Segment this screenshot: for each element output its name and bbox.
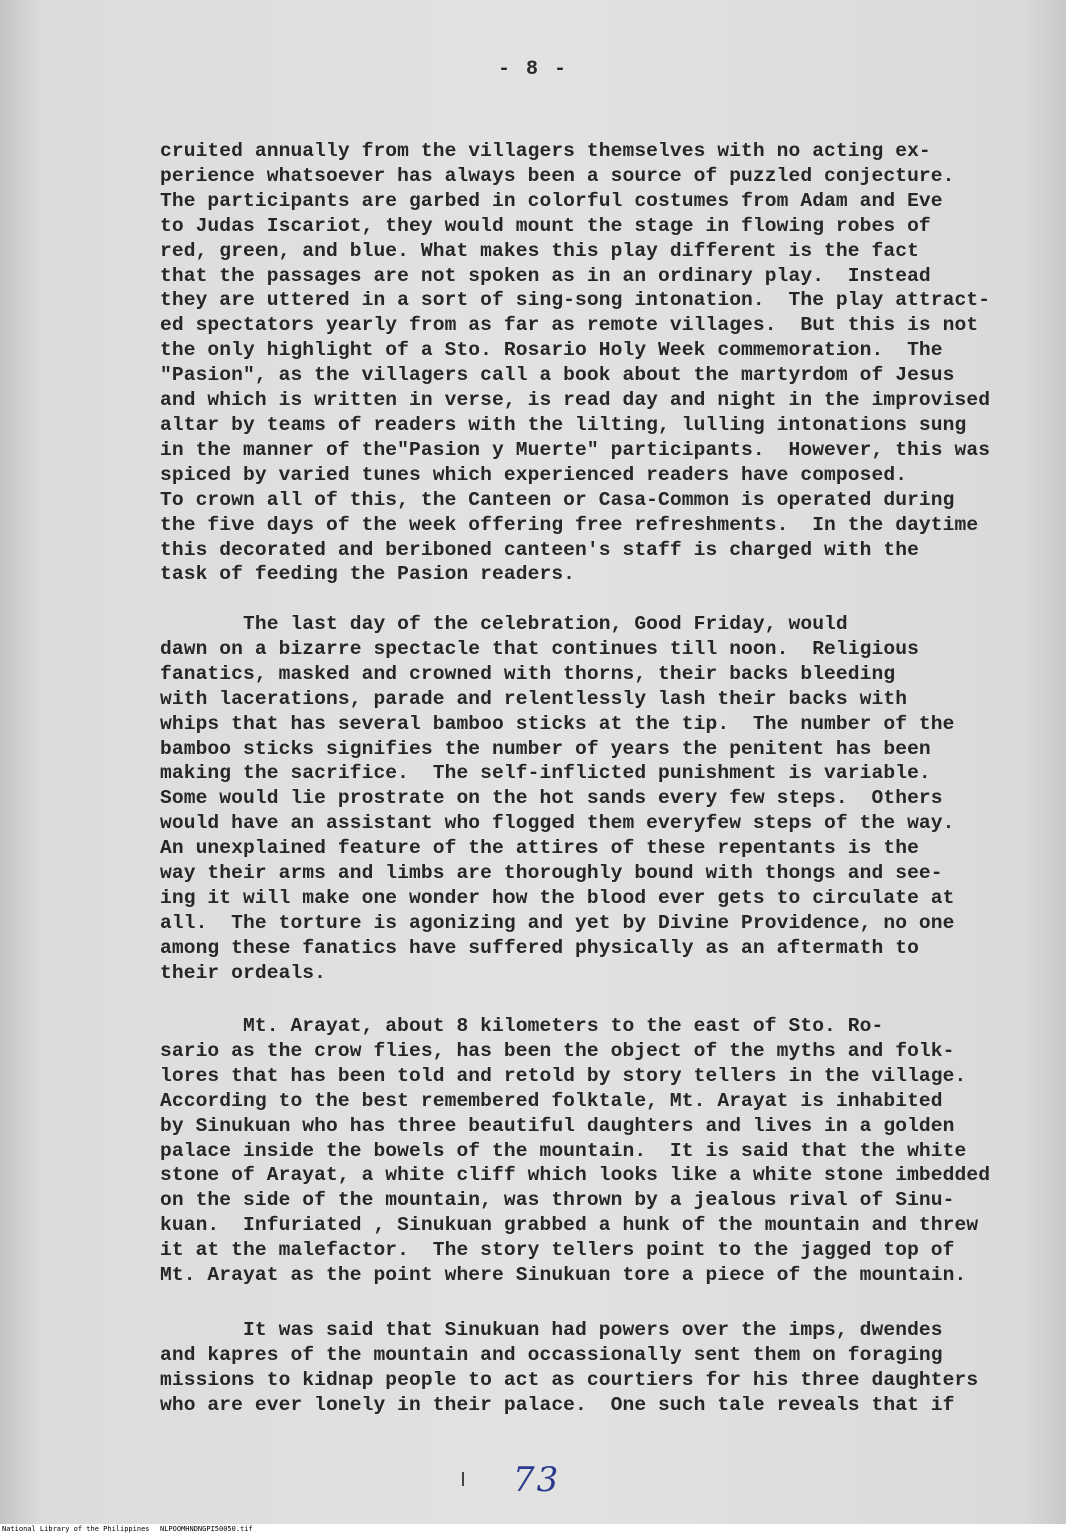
- text-line: by Sinukuan who has three beautiful daughters and lives in a golden: [160, 1114, 955, 1137]
- text-line: To crown all of this, the Canteen or Casa-Common is operated during: [160, 488, 955, 511]
- text-line: ing it will make one wonder how the blood ever gets to circulate at: [160, 886, 955, 909]
- text-line: task of feeding the Pasion readers.: [160, 563, 576, 586]
- text-line: ed spectators yearly from as far as remote villages. But this is not: [160, 314, 979, 337]
- text-line: Mt. Arayat as the point where Sinukuan tore a piece of the mountain.: [160, 1264, 967, 1287]
- text-line: stone of Arayat, a white cliff which looks like a white stone imbedded: [160, 1164, 991, 1187]
- text-line: would have an assistant who flogged them everyfew steps of the way.: [160, 812, 955, 835]
- text-line: The last day of the celebration, Good Friday, would: [160, 613, 848, 635]
- text-line: According to the best remembered folktale, Mt. Arayat is inhabited: [160, 1089, 943, 1112]
- text-line: dawn on a bizarre spectacle that continues till noon. Religious: [160, 637, 919, 660]
- text-line: An unexplained feature of the attires of these repentants is the: [160, 837, 919, 860]
- pencil-mark: [462, 1472, 464, 1486]
- text-line: red, green, and blue. What makes this play different is the fact: [160, 239, 919, 262]
- text-line: all. The torture is agonizing and yet by Divine Providence, no one: [160, 911, 955, 934]
- text-line: it at the malefactor. The story tellers point to the jagged top of: [160, 1239, 955, 1262]
- text-line: way their arms and limbs are thoroughly bound with thongs and see-: [160, 862, 943, 885]
- text-line: lores that has been told and retold by story tellers in the village.: [160, 1064, 967, 1087]
- text-line: bamboo sticks signifies the number of years the penitent has been: [160, 737, 931, 760]
- text-line: The participants are garbed in colorful costumes from Adam and Eve: [160, 189, 943, 212]
- paragraph-4: [160, 1318, 1040, 1418]
- text-line: and kapres of the mountain and occassionally sent them on foraging: [160, 1343, 943, 1366]
- text-line: and which is written in verse, is read day and night in the improvised: [160, 389, 991, 412]
- paragraph-3: [160, 1014, 1040, 1288]
- text-line: altar by teams of readers with the lilting, lulling intonations sung: [160, 413, 967, 436]
- text-line: to Judas Iscariot, they would mount the stage in flowing robes of: [160, 214, 931, 237]
- text-line: among these fanatics have suffered physically as an aftermath to: [160, 936, 919, 959]
- text-line: missions to kidnap people to act as courtiers for his three daughters: [160, 1368, 979, 1391]
- text-line: Some would lie prostrate on the hot sands every few steps. Others: [160, 787, 943, 810]
- text-line: cruited annually from the villagers themselves with no acting ex-: [160, 140, 931, 162]
- text-line: the only highlight of a Sto. Rosario Holy Week commemoration. The: [160, 339, 943, 362]
- text-line: fanatics, masked and crowned with thorns, their backs bleeding: [160, 662, 896, 685]
- text-line: the five days of the week offering free refreshments. In the daytime: [160, 513, 979, 536]
- paragraph-2: [160, 612, 1040, 986]
- text-line: that the passages are not spoken as in an ordinary play. Instead: [160, 264, 931, 287]
- handwritten-page-number: 73: [513, 1460, 561, 1500]
- text-line: their ordeals.: [160, 961, 327, 984]
- text-line: with lacerations, parade and relentlessly lash their backs with: [160, 687, 908, 710]
- text-line: spiced by varied tunes which experienced readers have composed.: [160, 463, 908, 486]
- text-line: sario as the crow flies, has been the object of the myths and folk-: [160, 1039, 955, 1062]
- paragraph-1: [160, 139, 1040, 587]
- footer-library-name: National Library of the Philippines: [2, 1525, 150, 1533]
- text-line: making the sacrifice. The self-inflicted punishment is variable.: [160, 762, 931, 785]
- text-line: It was said that Sinukuan had powers over the imps, dwendes: [160, 1319, 943, 1341]
- text-line: palace inside the bowels of the mountain. It is said that the white: [160, 1139, 967, 1162]
- text-line: they are uttered in a sort of sing-song intonation. The play attract-: [160, 289, 991, 312]
- page-number: - 8 -: [497, 58, 568, 81]
- footer-file-name: NLPOOMHNDNGPI50050.tif: [160, 1525, 253, 1533]
- text-line: perience whatsoever has always been a source of puzzled conjecture.: [160, 164, 955, 187]
- text-line: "Pasion", as the villagers call a book about the martyrdom of Jesus: [160, 364, 955, 387]
- text-line: this decorated and beriboned canteen's staff is charged with the: [160, 538, 919, 561]
- text-line: Mt. Arayat, about 8 kilometers to the east of Sto. Ro-: [160, 1015, 884, 1037]
- text-line: who are ever lonely in their palace. One such tale reveals that if: [160, 1393, 955, 1416]
- text-line: in the manner of the"Pasion y Muerte" participants. However, this was: [160, 438, 991, 461]
- text-line: on the side of the mountain, was thrown by a jealous rival of Sinu-: [160, 1189, 955, 1212]
- text-line: kuan. Infuriated , Sinukuan grabbed a hunk of the mountain and threw: [160, 1214, 979, 1237]
- text-line: whips that has several bamboo sticks at the tip. The number of the: [160, 712, 955, 735]
